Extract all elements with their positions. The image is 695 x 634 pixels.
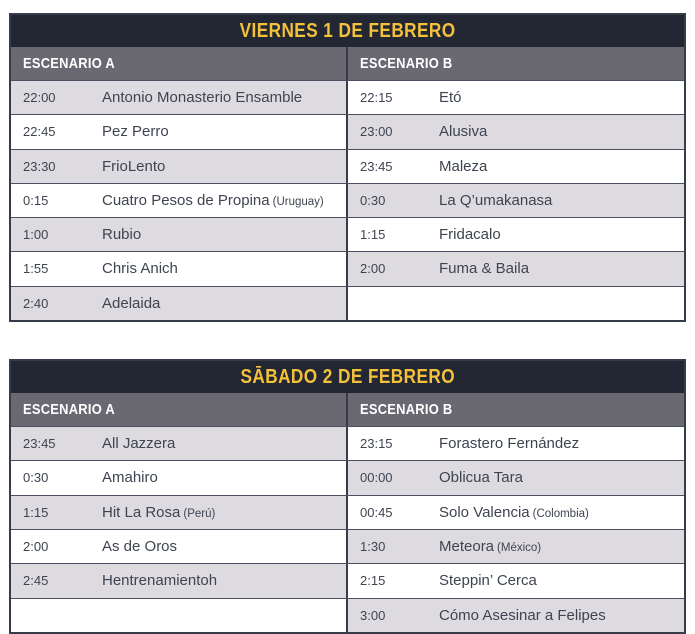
stage-b-slot (346, 150, 684, 183)
friday-schedule-table (9, 13, 686, 322)
stage-b-slot (346, 427, 684, 460)
stage-header-bar (11, 47, 684, 80)
stage-a-slot (11, 218, 346, 251)
band-name: Meteora (439, 537, 495, 555)
country-note: (México) (497, 541, 542, 554)
day-title-bar (11, 361, 684, 393)
band-name: Maleza (439, 157, 488, 175)
stage-b-slot (346, 530, 684, 563)
stage-b-slot (346, 496, 684, 529)
stage-header-bar (11, 393, 684, 426)
schedule-row (11, 529, 684, 563)
time-label: 1:00 (23, 227, 49, 243)
stage-b-header (346, 47, 684, 80)
stage-a-label: ESCENARIO A (23, 55, 115, 72)
time-label: 1:15 (23, 504, 49, 520)
time-label: 22:15 (360, 90, 393, 105)
schedule-row (11, 183, 684, 217)
band-name: Fridacalo (439, 226, 501, 244)
stage-b-slot (346, 564, 684, 597)
time-label: 1:15 (360, 227, 386, 243)
time-label: 22:45 (23, 124, 56, 140)
time-label: 1:55 (23, 261, 49, 277)
stage-a-slot (11, 81, 346, 114)
band-name: Hentrenamientoh (102, 572, 218, 590)
band-name: As de Oros (102, 537, 178, 555)
time-label: 2:45 (23, 573, 49, 589)
band-name: Amahiro (102, 469, 158, 487)
time-label: 2:15 (360, 573, 386, 589)
stage-a-slot (11, 427, 346, 460)
time-label: 23:30 (23, 158, 56, 174)
stage-b-slot (346, 81, 684, 114)
band-name: FrioLento (102, 157, 166, 175)
band-name: Etó (439, 89, 462, 106)
band-name: Cómo Asesinar a Felipes (439, 606, 606, 624)
band-name: Pez Perro (102, 123, 169, 141)
stage-a-label: ESCENARIO A (23, 401, 115, 419)
empty-slot (346, 287, 684, 320)
schedule-row (11, 217, 684, 251)
stage-a-header (11, 47, 346, 80)
band-name: Chris Anich (102, 260, 178, 278)
stage-b-label: ESCENARIO B (360, 401, 453, 419)
time-label: 2:40 (23, 295, 49, 311)
empty-slot (11, 599, 346, 632)
band-name: Hit La Rosa (102, 503, 181, 521)
time-label: 23:15 (360, 436, 393, 452)
time-label: 1:30 (360, 538, 386, 554)
saturday-schedule-table (9, 359, 686, 634)
band-name: Forastero Fernández (439, 435, 580, 453)
band-name: Steppin’ Cerca (439, 572, 537, 590)
stage-a-slot (11, 252, 346, 285)
stage-a-slot (11, 564, 346, 597)
schedule-row (11, 598, 684, 632)
band-name: Rubio (102, 226, 142, 244)
stage-a-slot (11, 461, 346, 494)
time-label: 23:00 (360, 124, 393, 140)
stage-b-label: ESCENARIO B (360, 55, 453, 72)
schedule-row (11, 251, 684, 285)
band-name: Cuatro Pesos de Propina (102, 191, 270, 209)
band-name: Oblicua Tara (439, 469, 523, 487)
stage-a-slot (11, 150, 346, 183)
stage-b-slot (346, 461, 684, 494)
schedule-row (11, 495, 684, 529)
band-name: Antonio Monasterio Ensamble (102, 89, 303, 106)
stage-b-slot (346, 599, 684, 632)
band-name: Solo Valencia (439, 503, 530, 521)
stage-b-slot (346, 252, 684, 285)
time-label: 23:45 (23, 436, 56, 452)
schedule-row (11, 114, 684, 148)
stage-a-header (11, 393, 346, 426)
schedule-row (11, 149, 684, 183)
day-title: VIERNES 1 DE FEBRERO (239, 20, 456, 42)
time-label: 2:00 (360, 261, 386, 277)
country-note: (Uruguay) (272, 195, 324, 208)
country-note: (Colombia) (532, 507, 589, 520)
schedule-row (11, 426, 684, 460)
schedule-row (11, 80, 684, 114)
time-label: 0:30 (360, 192, 386, 208)
stage-a-slot (11, 184, 346, 217)
day-title-bar (11, 15, 684, 47)
stage-a-slot (11, 115, 346, 148)
time-label: 23:45 (360, 158, 393, 174)
stage-a-slot (11, 287, 346, 320)
time-label: 0:30 (23, 470, 49, 486)
time-label: 22:00 (23, 90, 56, 105)
band-name: All Jazzera (102, 435, 176, 453)
time-label: 0:15 (23, 192, 49, 208)
time-label: 00:45 (360, 504, 393, 520)
schedule-row (11, 286, 684, 320)
stage-b-slot (346, 218, 684, 251)
stage-a-slot (11, 530, 346, 563)
time-label: 00:00 (360, 470, 393, 486)
stage-b-slot (346, 115, 684, 148)
band-name: Alusiva (439, 123, 488, 141)
band-name: Adelaida (102, 294, 161, 312)
schedule-row (11, 563, 684, 597)
band-name: Fuma & Baila (439, 260, 530, 278)
band-name: La Q’umakanasa (439, 191, 553, 209)
time-label: 2:00 (23, 538, 49, 554)
schedule-row (11, 460, 684, 494)
day-title: SĀBADO 2 DE FEBRERO (240, 366, 455, 389)
stage-b-slot (346, 184, 684, 217)
country-note: (Perú) (183, 507, 216, 520)
stage-b-header (346, 393, 684, 426)
time-label: 3:00 (360, 607, 386, 623)
stage-a-slot (11, 496, 346, 529)
